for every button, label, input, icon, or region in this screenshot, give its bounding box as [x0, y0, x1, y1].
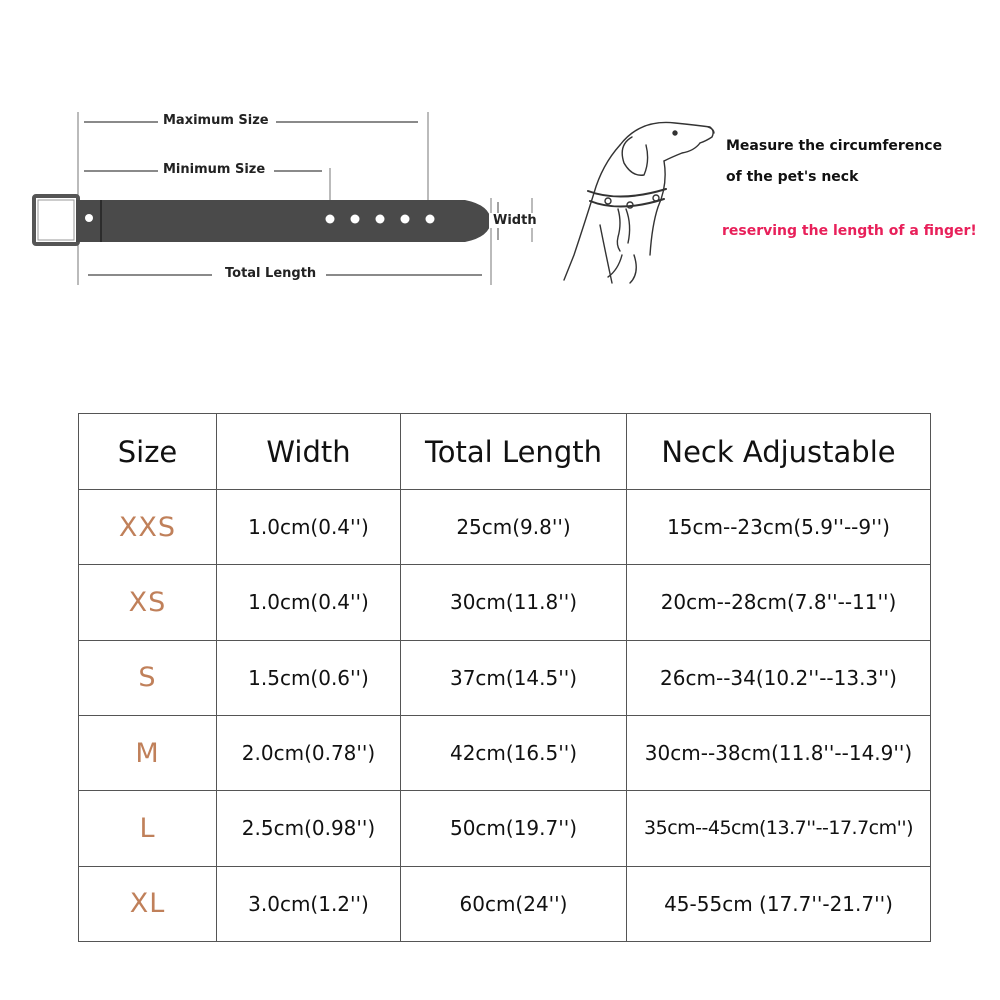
neck-cell: 26cm--34(10.2''--13.3''): [627, 640, 931, 715]
neck-cell: 35cm--45cm(13.7''--17.7cm''): [627, 791, 931, 866]
total-length-cell: 37cm(14.5''): [401, 640, 627, 715]
table-row: [79, 866, 931, 941]
neck-cell: 45-55cm (17.7''-21.7''): [627, 866, 931, 941]
header-neck-adjustable: Neck Adjustable: [627, 414, 931, 490]
total-length-cell: 42cm(16.5''): [401, 715, 627, 790]
table-row: [79, 715, 931, 790]
neck-cell: 15cm--23cm(5.9''--9''): [627, 490, 931, 565]
table-row: [79, 565, 931, 640]
table-row: [79, 640, 931, 715]
header-size: Size: [79, 414, 217, 490]
total-length-cell: 60cm(24''): [401, 866, 627, 941]
collar-diagram: [0, 0, 560, 300]
dog-illustration: [560, 105, 720, 285]
total-length-cell: 30cm(11.8''): [401, 565, 627, 640]
size-cell: S: [79, 640, 217, 715]
minimum-size-label: Minimum Size: [159, 162, 269, 177]
table-row: [79, 490, 931, 565]
size-cell: XXS: [79, 490, 217, 565]
width-cell: 1.0cm(0.4''): [217, 565, 401, 640]
header-width: Width: [217, 414, 401, 490]
size-cell: L: [79, 791, 217, 866]
total-length-label: Total Length: [221, 266, 320, 281]
size-cell: XS: [79, 565, 217, 640]
neck-cell: 30cm--38cm(11.8''--14.9''): [627, 715, 931, 790]
table-header-row: [79, 414, 931, 490]
size-cell: M: [79, 715, 217, 790]
table-row: [79, 791, 931, 866]
size-chart-table: [78, 413, 931, 942]
instruction-line-2: of the pet's neck: [726, 169, 859, 185]
total-length-cell: 25cm(9.8''): [401, 490, 627, 565]
finger-note: reserving the length of a finger!: [722, 223, 977, 239]
width-cell: 1.5cm(0.6''): [217, 640, 401, 715]
width-cell: 2.5cm(0.98''): [217, 791, 401, 866]
neck-cell: 20cm--28cm(7.8''--11''): [627, 565, 931, 640]
maximum-size-label: Maximum Size: [159, 113, 273, 128]
width-label: Width: [489, 213, 541, 228]
instruction-line-1: Measure the circumference: [726, 138, 943, 154]
buckle: [34, 196, 78, 244]
width-cell: 1.0cm(0.4''): [217, 490, 401, 565]
total-length-cell: 50cm(19.7''): [401, 791, 627, 866]
size-cell: XL: [79, 866, 217, 941]
width-cell: 2.0cm(0.78''): [217, 715, 401, 790]
width-cell: 3.0cm(1.2''): [217, 866, 401, 941]
header-total-length: Total Length: [401, 414, 627, 490]
